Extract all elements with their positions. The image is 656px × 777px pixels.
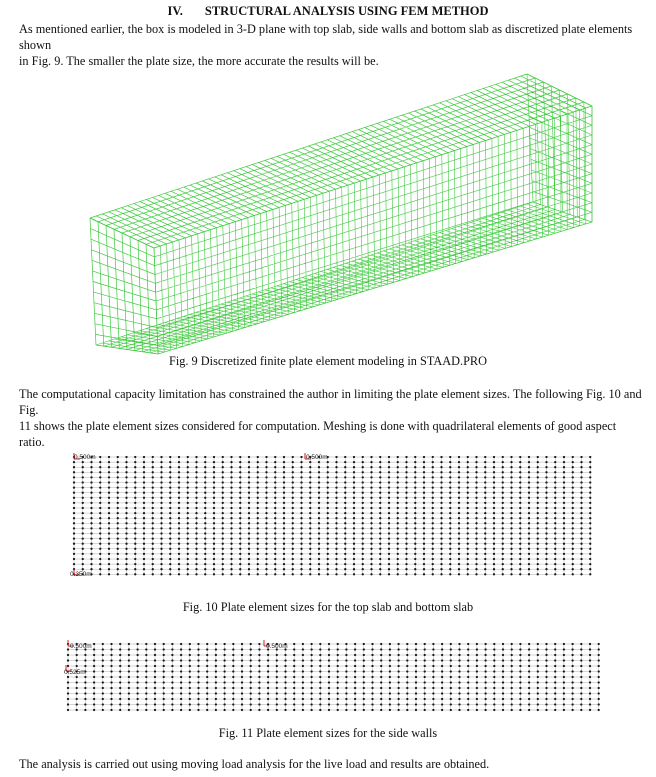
section-title: STRUCTURAL ANALYSIS USING FEM METHOD bbox=[204, 4, 489, 18]
fig11-label-left-top: 0.500m bbox=[70, 643, 92, 650]
paragraph-1-line-1: As mentioned earlier, the box is modeled in 3-D plane with top slab, side walls and bottom slab as discretized plate elements shown bbox=[19, 22, 633, 52]
fig11-nodes bbox=[67, 643, 600, 711]
fig10-label-left-top: 0.500m bbox=[74, 454, 96, 461]
paragraph-1-line-2: in Fig. 9. The smaller the plate size, the more accurate the results will be. bbox=[19, 54, 379, 68]
section-heading bbox=[0, 4, 656, 19]
fig9-near-wall bbox=[154, 106, 592, 354]
fig11-node-grid bbox=[58, 636, 603, 716]
paragraph-2 bbox=[19, 386, 644, 450]
fig11-caption: Fig. 11 Plate element sizes for the side walls bbox=[218, 726, 438, 740]
section-number: IV. bbox=[167, 4, 183, 18]
paragraph-2-line-1: The computational capacity limitation has constrained the author in limiting the plate element sizes. The following Fig. 10 and Fig. bbox=[19, 387, 642, 417]
fig9-front-wall bbox=[90, 218, 158, 354]
paragraph-3: The analysis is carried out using moving load analysis for the live load and results are obtained. bbox=[19, 757, 490, 771]
fig10-nodes bbox=[73, 456, 592, 576]
fig9-mesh-figure bbox=[0, 62, 656, 362]
fig10-label-mid-top: 0.500m bbox=[306, 454, 328, 461]
fig10-caption: Fig. 10 Plate element sizes for the top slab and bottom slab bbox=[182, 600, 474, 614]
fig10-label-left-bottom: 0.350m bbox=[70, 571, 92, 578]
fig11-label-left-side: 0.525m bbox=[64, 669, 86, 676]
fig10-node-grid bbox=[62, 448, 602, 588]
fig9-caption: Fig. 9 Discretized finite plate element modeling in STAAD.PRO bbox=[169, 354, 487, 368]
fig11-label-mid-top: 0.500m bbox=[266, 643, 288, 650]
paragraph-2-line-2: 11 shows the plate element sizes considered for computation. Meshing is done with quadrilateral elements of good aspect ratio. bbox=[19, 419, 617, 449]
